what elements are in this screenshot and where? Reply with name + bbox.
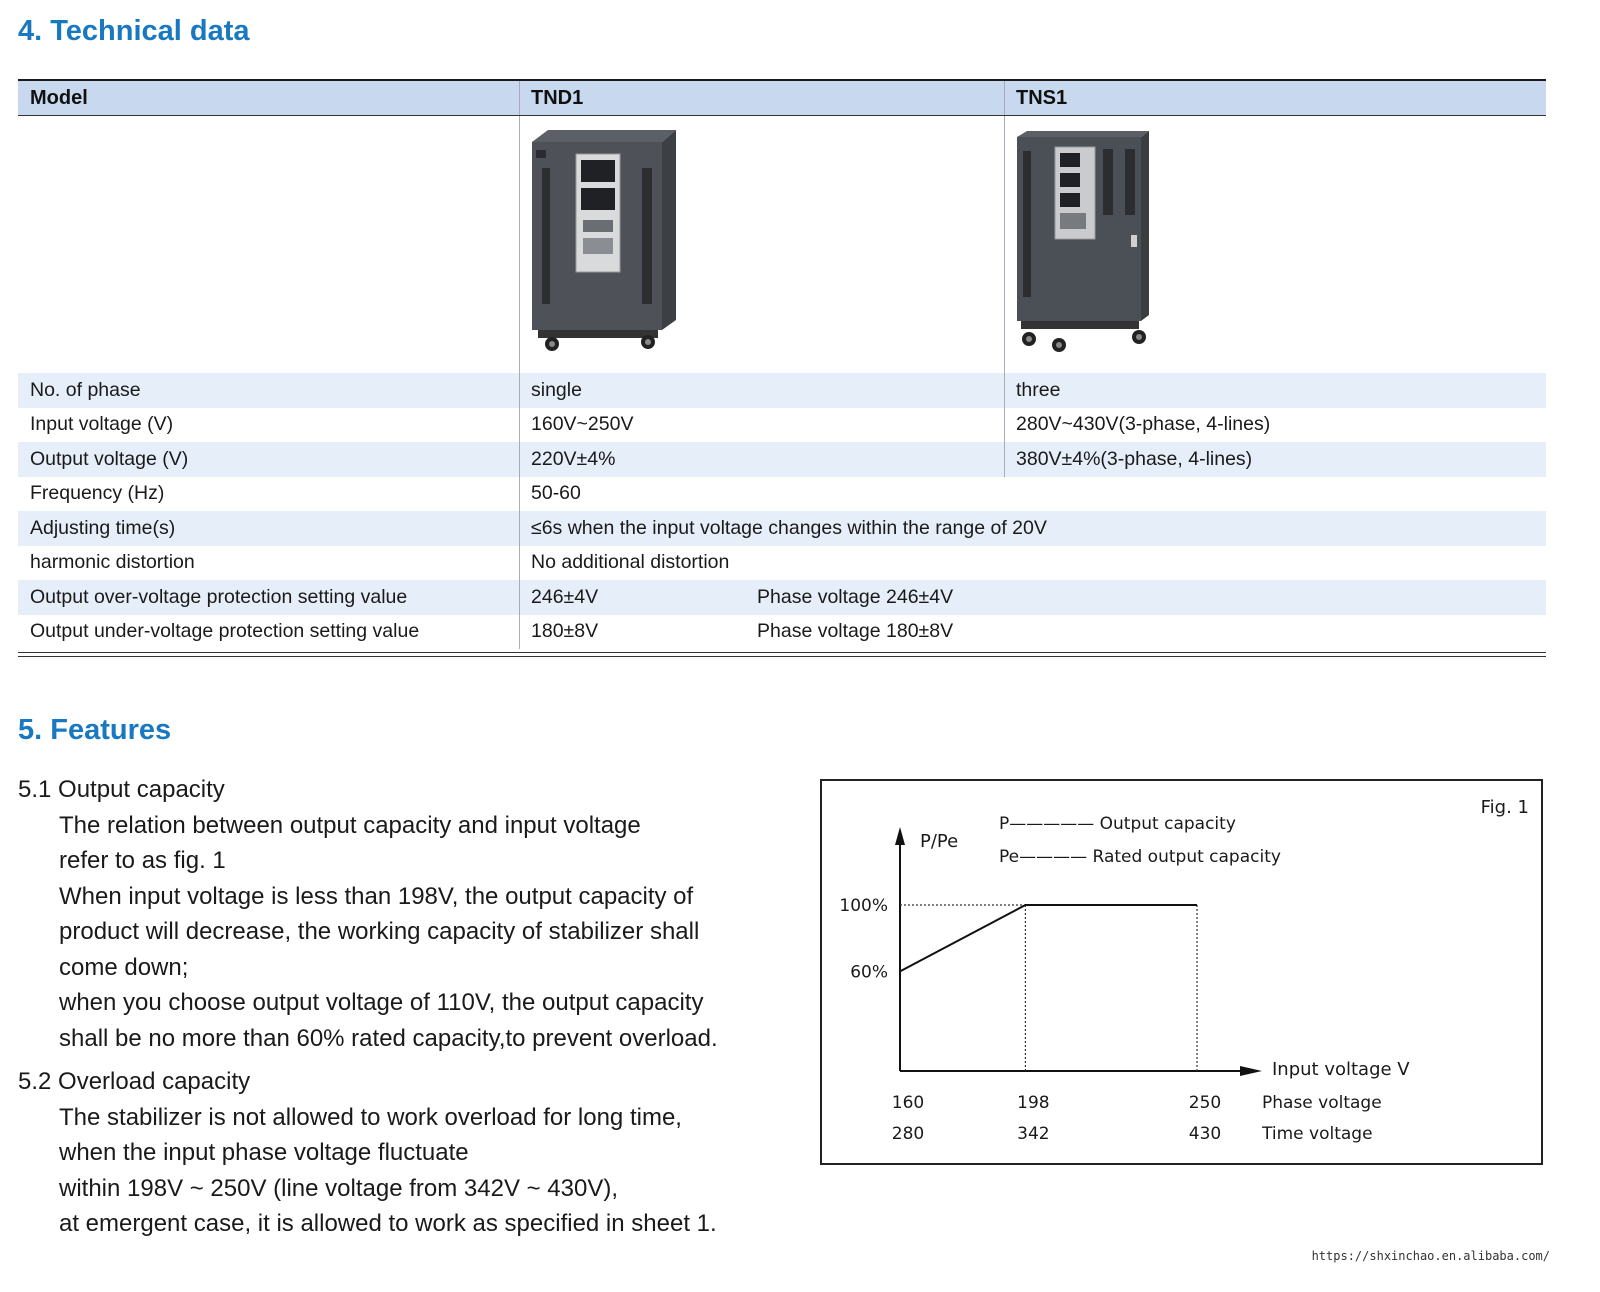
paragraph-line: when the input phase voltage fluctuate bbox=[59, 1139, 469, 1166]
paragraph-line: product will decrease, the working capacity of stabilizer shall bbox=[59, 918, 700, 945]
table-row bbox=[18, 546, 1546, 581]
table-row bbox=[18, 373, 1546, 408]
row-label: Adjusting time(s) bbox=[30, 516, 176, 539]
table-row bbox=[18, 580, 1546, 615]
table-row bbox=[18, 615, 1546, 650]
column-divider bbox=[1004, 373, 1005, 408]
column-divider bbox=[519, 442, 520, 477]
paragraph-line: come down; bbox=[59, 953, 189, 981]
x-tick-label: 198 bbox=[1017, 1093, 1050, 1113]
row-label: harmonic distortion bbox=[30, 551, 195, 574]
technical-data-table bbox=[18, 79, 1546, 657]
paragraph-line: at emergent case, it is allowed to work as specified in sheet 1. bbox=[59, 1210, 717, 1237]
column-divider bbox=[519, 615, 520, 650]
header-model: Model bbox=[30, 86, 88, 109]
shared-value: ≤6s when the input voltage changes within the range of 20V bbox=[531, 516, 1047, 539]
table-header-row bbox=[18, 81, 1546, 116]
table-row bbox=[18, 442, 1546, 477]
x-tick-label: 430 bbox=[1188, 1124, 1222, 1144]
column-divider bbox=[1004, 81, 1005, 115]
figure-1-chart bbox=[820, 779, 1543, 1165]
x-tick-label: 280 bbox=[891, 1124, 925, 1144]
x-axis-label: Input voltage V bbox=[1272, 1059, 1410, 1080]
footer-url: https://shxinchao.en.alibaba.com/ bbox=[1311, 1249, 1550, 1263]
row-label: Frequency (Hz) bbox=[30, 482, 165, 505]
legend-entry: Pe———— Rated output capacity bbox=[999, 847, 1281, 867]
paragraph-line: The stabilizer is not allowed to work overload for long time, bbox=[59, 1103, 682, 1131]
y-tick-label: 60% bbox=[850, 962, 888, 983]
paragraph-line: shall be no more than 60% rated capacity,to prevent overload. bbox=[59, 1024, 718, 1052]
column-divider bbox=[1004, 442, 1005, 477]
series-line bbox=[900, 905, 1197, 971]
tnd1-value: 220V±4% bbox=[531, 447, 616, 470]
tns1-value: Phase voltage 246±4V bbox=[757, 585, 954, 608]
legend-entry: P————— Output capacity bbox=[999, 814, 1236, 834]
figure-title: Fig. 1 bbox=[1480, 797, 1529, 818]
paragraph-line: when you choose output voltage of 110V, the output capacity bbox=[59, 989, 704, 1016]
tnd1-value: 160V~250V bbox=[531, 413, 634, 436]
tnd1-value: single bbox=[531, 378, 582, 401]
paragraph-line: The relation between output capacity and input voltage bbox=[59, 811, 641, 839]
header-tnd1: TND1 bbox=[531, 86, 584, 109]
paragraph-line: within 198V ~ 250V (line voltage from 342V ~ 430V), bbox=[59, 1174, 619, 1202]
header-tns1: TNS1 bbox=[1016, 86, 1068, 109]
tns1-value: three bbox=[1016, 378, 1061, 401]
subsection-title-output-capacity: 5.1 Output capacity bbox=[18, 776, 225, 803]
product-image-row bbox=[18, 116, 1546, 373]
tns1-value: Phase voltage 180±8V bbox=[757, 620, 954, 643]
chart-svg bbox=[822, 781, 1541, 1163]
shared-value: 50-60 bbox=[531, 482, 581, 505]
paragraph-line: refer to as fig. 1 bbox=[59, 847, 226, 874]
row-label: Output over-voltage protection setting value bbox=[30, 585, 408, 608]
column-divider bbox=[519, 373, 520, 408]
tnd1-product-image bbox=[528, 128, 678, 356]
column-divider bbox=[519, 511, 520, 546]
table-bottom-rule bbox=[18, 652, 1546, 653]
x-tick-row-label: Phase voltage bbox=[1262, 1093, 1382, 1113]
column-divider bbox=[1004, 408, 1005, 443]
x-tick-label: 342 bbox=[1017, 1124, 1050, 1144]
shared-value: No additional distortion bbox=[531, 551, 730, 574]
column-divider bbox=[519, 408, 520, 443]
table-bottom-rule bbox=[18, 656, 1546, 657]
table-row bbox=[18, 511, 1546, 546]
x-tick-label: 160 bbox=[891, 1093, 925, 1113]
column-divider bbox=[519, 81, 520, 115]
y-tick-label: 100% bbox=[839, 896, 888, 916]
x-tick-label: 250 bbox=[1188, 1093, 1222, 1113]
row-label: No. of phase bbox=[30, 378, 141, 401]
row-label: Output under-voltage protection setting value bbox=[30, 620, 420, 643]
table-row bbox=[18, 408, 1546, 443]
column-divider bbox=[519, 546, 520, 581]
subsection-title-overload-capacity: 5.2 Overload capacity bbox=[18, 1068, 251, 1095]
features-text bbox=[18, 772, 798, 1242]
column-divider bbox=[519, 580, 520, 615]
tnd1-value: 246±4V bbox=[531, 585, 599, 608]
y-axis-arrow bbox=[895, 827, 905, 845]
row-label: Input voltage (V) bbox=[30, 413, 174, 436]
tns1-product-image bbox=[1015, 131, 1165, 359]
x-tick-row-label: Time voltage bbox=[1262, 1124, 1373, 1144]
table-row bbox=[18, 477, 1546, 512]
x-axis-arrow bbox=[1240, 1066, 1262, 1076]
tns1-value: 380V±4%(3-phase, 4-lines) bbox=[1016, 447, 1253, 470]
column-divider bbox=[519, 477, 520, 512]
paragraph-line: When input voltage is less than 198V, the output capacity of bbox=[59, 882, 694, 910]
row-label: Output voltage (V) bbox=[30, 447, 189, 470]
column-divider bbox=[1004, 116, 1005, 373]
section-title-technical-data: 4. Technical data bbox=[18, 15, 250, 47]
tns1-value: 280V~430V(3-phase, 4-lines) bbox=[1016, 413, 1271, 436]
tnd1-value: 180±8V bbox=[531, 620, 599, 643]
section-title-features: 5. Features bbox=[18, 714, 172, 746]
column-divider bbox=[519, 116, 520, 373]
y-axis-label: P/Pe bbox=[920, 831, 959, 852]
